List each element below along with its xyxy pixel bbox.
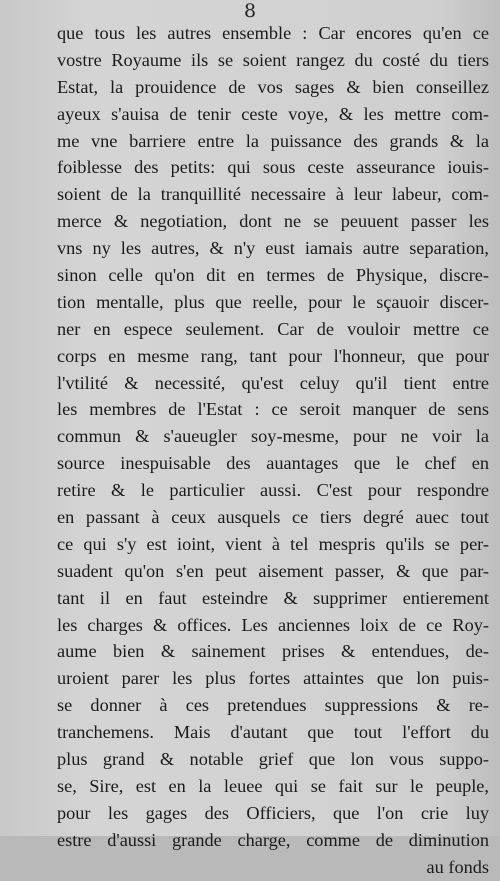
text-line: se donner à ces pretendues suppressions & re- (57, 695, 489, 716)
text-line: suadent qu'on s'en peut aisement passer, & que par- (57, 560, 489, 581)
text-line: se, Sire, est en la leuee qui se fait sur le peuple, (57, 775, 489, 796)
text-line: soient de la tranquillité necessaire à leur labeur, com- (57, 184, 489, 205)
text-line: vns ny les autres, & n'y eust iamais autre separation, (57, 238, 489, 259)
text-line: commun & s'aueugler soy-mesme, pour ne voir la (57, 426, 489, 447)
text-line: pour les gages des Officiers, que l'on crie luy (57, 802, 489, 823)
text-line: tion mentalle, plus que reelle, pour le sçauoir discer- (57, 291, 489, 312)
text-line: l'vtilité & necessité, qu'est celuy qu'il tient entre (57, 372, 489, 393)
text-line: les membres de l'Estat : ce seroit manquer de sens (57, 399, 489, 420)
text-line: plus grand & notable grief que lon vous suppo- (57, 749, 489, 770)
text-line: estre d'aussi grande charge, comme de diminution (57, 829, 489, 850)
text-line: tranchemens. Mais d'autant que tout l'effort du (57, 722, 489, 743)
text-line: ce qui s'y est ioint, vient à tel mespris qu'ils se per- (57, 533, 489, 554)
text-line: en passant à ceux ausquels ce tiers degré auec tout (57, 507, 489, 528)
text-line: aume bien & sainement prises & entendues, de- (57, 641, 489, 662)
body-text (57, 20, 489, 881)
text-line: les charges & offices. Les anciennes loix de ce Roy- (57, 614, 489, 635)
text-line: ayeux s'auisa de tenir ceste voye, & les mettre com- (57, 103, 489, 124)
text-line: retire & le particulier aussi. C'est pour respondre (57, 480, 489, 501)
text-line: Estat, la prouidence de vos sages & bien conseillez (57, 76, 489, 97)
text-line: corps en mesme rang, tant pour l'honneur, que pour (57, 345, 489, 366)
text-line: ner en espece seulement. Car de vouloir mettre ce (57, 318, 489, 339)
catchword: au fonds (426, 856, 489, 877)
text-line: uroient parer les plus fortes attaintes que lon puis- (57, 668, 489, 689)
text-line: merce & negotiation, dont ne se peuuent passer les (57, 211, 489, 232)
text-line: foiblesse des petits: qui sous ceste asseurance iouis- (57, 157, 489, 178)
text-line: sinon celle qu'on dit en termes de Physique, discre- (57, 265, 489, 286)
text-line: vostre Royaume ils se soient rangez du costé du tiers (57, 49, 489, 70)
page-number: 8 (243, 0, 257, 22)
text-line: source inespuisable des auantages que le chef en (57, 453, 489, 474)
text-line: tant il en faut esteindre & supprimer entierement (57, 587, 489, 608)
text-line: me vne barriere entre la puissance des grands & la (57, 130, 489, 151)
text-line: que tous les autres ensemble : Car encores qu'en ce (57, 23, 489, 43)
